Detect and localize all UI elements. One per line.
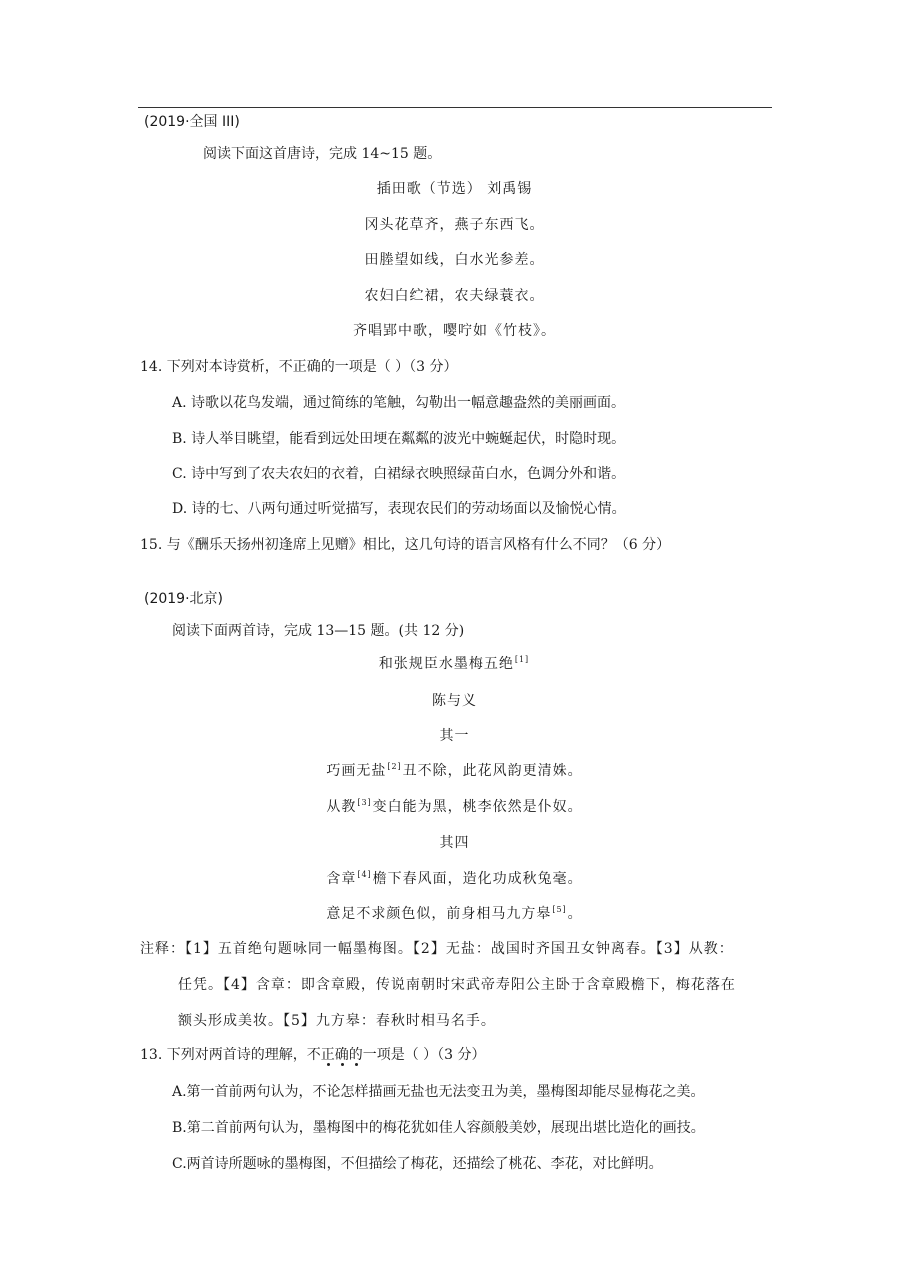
- poem-line: 巧画无盐[2]丑不除，此花风韵更清姝。: [326, 762, 583, 779]
- footnote-marker: [5]: [552, 905, 567, 914]
- source-label: (2019·北京): [144, 591, 224, 607]
- poem-author: 陈与义: [432, 693, 477, 709]
- instruction-text: 阅读下面两首诗，完成 13—15 题。(共 12 分): [172, 623, 465, 639]
- question-15-stem: 15. 与《酬乐天扬州初逢席上见赠》相比，这几句诗的语言风格有什么不同？（6 分）: [140, 537, 671, 553]
- question-14-option-d: D. 诗的七、八两句通过听觉描写，表现农民们的劳动场面以及愉悦心情。: [172, 501, 626, 517]
- question-13-option-a: A.第一首前两句认为，不论怎样描画无盐也无法变丑为美，墨梅图却能尽显梅花之美。: [172, 1084, 705, 1100]
- question-13-stem: 13. 下列对两首诗的理解，不正确的一项是（ ）（3 分）: [140, 1047, 486, 1063]
- poem-line: 含章[4]檐下春风面，造化功成秋兔毫。: [326, 870, 583, 887]
- question-14-option-b: B. 诗人举目眺望，能看到远处田埂在粼粼的波光中蜿蜒起伏，时隐时现。: [172, 431, 626, 447]
- poem-line: 齐唱郢中歌，嘤咛如《竹枝》。: [353, 323, 556, 339]
- instruction-text: 阅读下面这首唐诗，完成 14~15 题。: [203, 146, 442, 162]
- poem-title: 插田歌（节选） 刘禹锡: [376, 181, 533, 197]
- poem-part-heading: 其一: [439, 728, 470, 744]
- footnote-marker: [2]: [387, 762, 402, 771]
- question-14-option-a: A. 诗歌以花鸟发端，通过简练的笔触，勾勒出一幅意趣盎然的美丽画面。: [172, 395, 626, 411]
- footnote-marker: [3]: [357, 798, 372, 807]
- source-label: (2019·全国 III): [144, 114, 240, 130]
- question-14-stem: 14. 下列对本诗赏析，不正确的一项是（ ）（3 分）: [140, 359, 458, 375]
- question-13-option-c: C.两首诗所题咏的墨梅图，不但描绘了梅花，还描绘了桃花、李花，对比鲜明。: [172, 1156, 663, 1172]
- poem-part-heading: 其四: [439, 835, 470, 851]
- poem-line: 农妇白纻裙，农夫绿蓑衣。: [364, 288, 545, 304]
- poem-line: 从教[3]变白能为黑，桃李依然是仆奴。: [326, 798, 583, 815]
- poem-line: 田塍望如线，白水光参差。: [364, 252, 545, 268]
- question-13-option-b: B.第二首前两句认为，墨梅图中的梅花犹如佳人容颜般美妙，展现出堪比造化的画技。: [172, 1120, 705, 1136]
- poem-title: 和张规臣水墨梅五绝[1]: [378, 655, 530, 672]
- footnote-marker: [4]: [357, 870, 372, 879]
- poem-line: 冈头花草齐，燕子东西飞。: [364, 217, 545, 233]
- annotation-line: 注释：【1】五首绝句题咏同一幅墨梅图。【2】无盐：战国时齐国丑女钟离春。【3】从教：: [140, 941, 734, 957]
- poem-line: 意足不求颜色似，前身相马九方皋[5]。: [326, 905, 583, 922]
- header-rule: [138, 107, 772, 108]
- question-14-option-c: C. 诗中写到了农夫农妇的衣着，白裙绿衣映照绿苗白水，色调分外和谐。: [172, 466, 626, 482]
- annotation-line: 额头形成美妆。【5】九方皋：春秋时相马名手。: [178, 1013, 496, 1029]
- footnote-marker: [1]: [514, 655, 530, 664]
- emphasis-dots: [325, 1063, 365, 1069]
- annotation-line: 任凭。【4】含章：即含章殿，传说南朝时宋武帝寿阳公主卧于含章殿檐下，梅花落在: [178, 977, 736, 993]
